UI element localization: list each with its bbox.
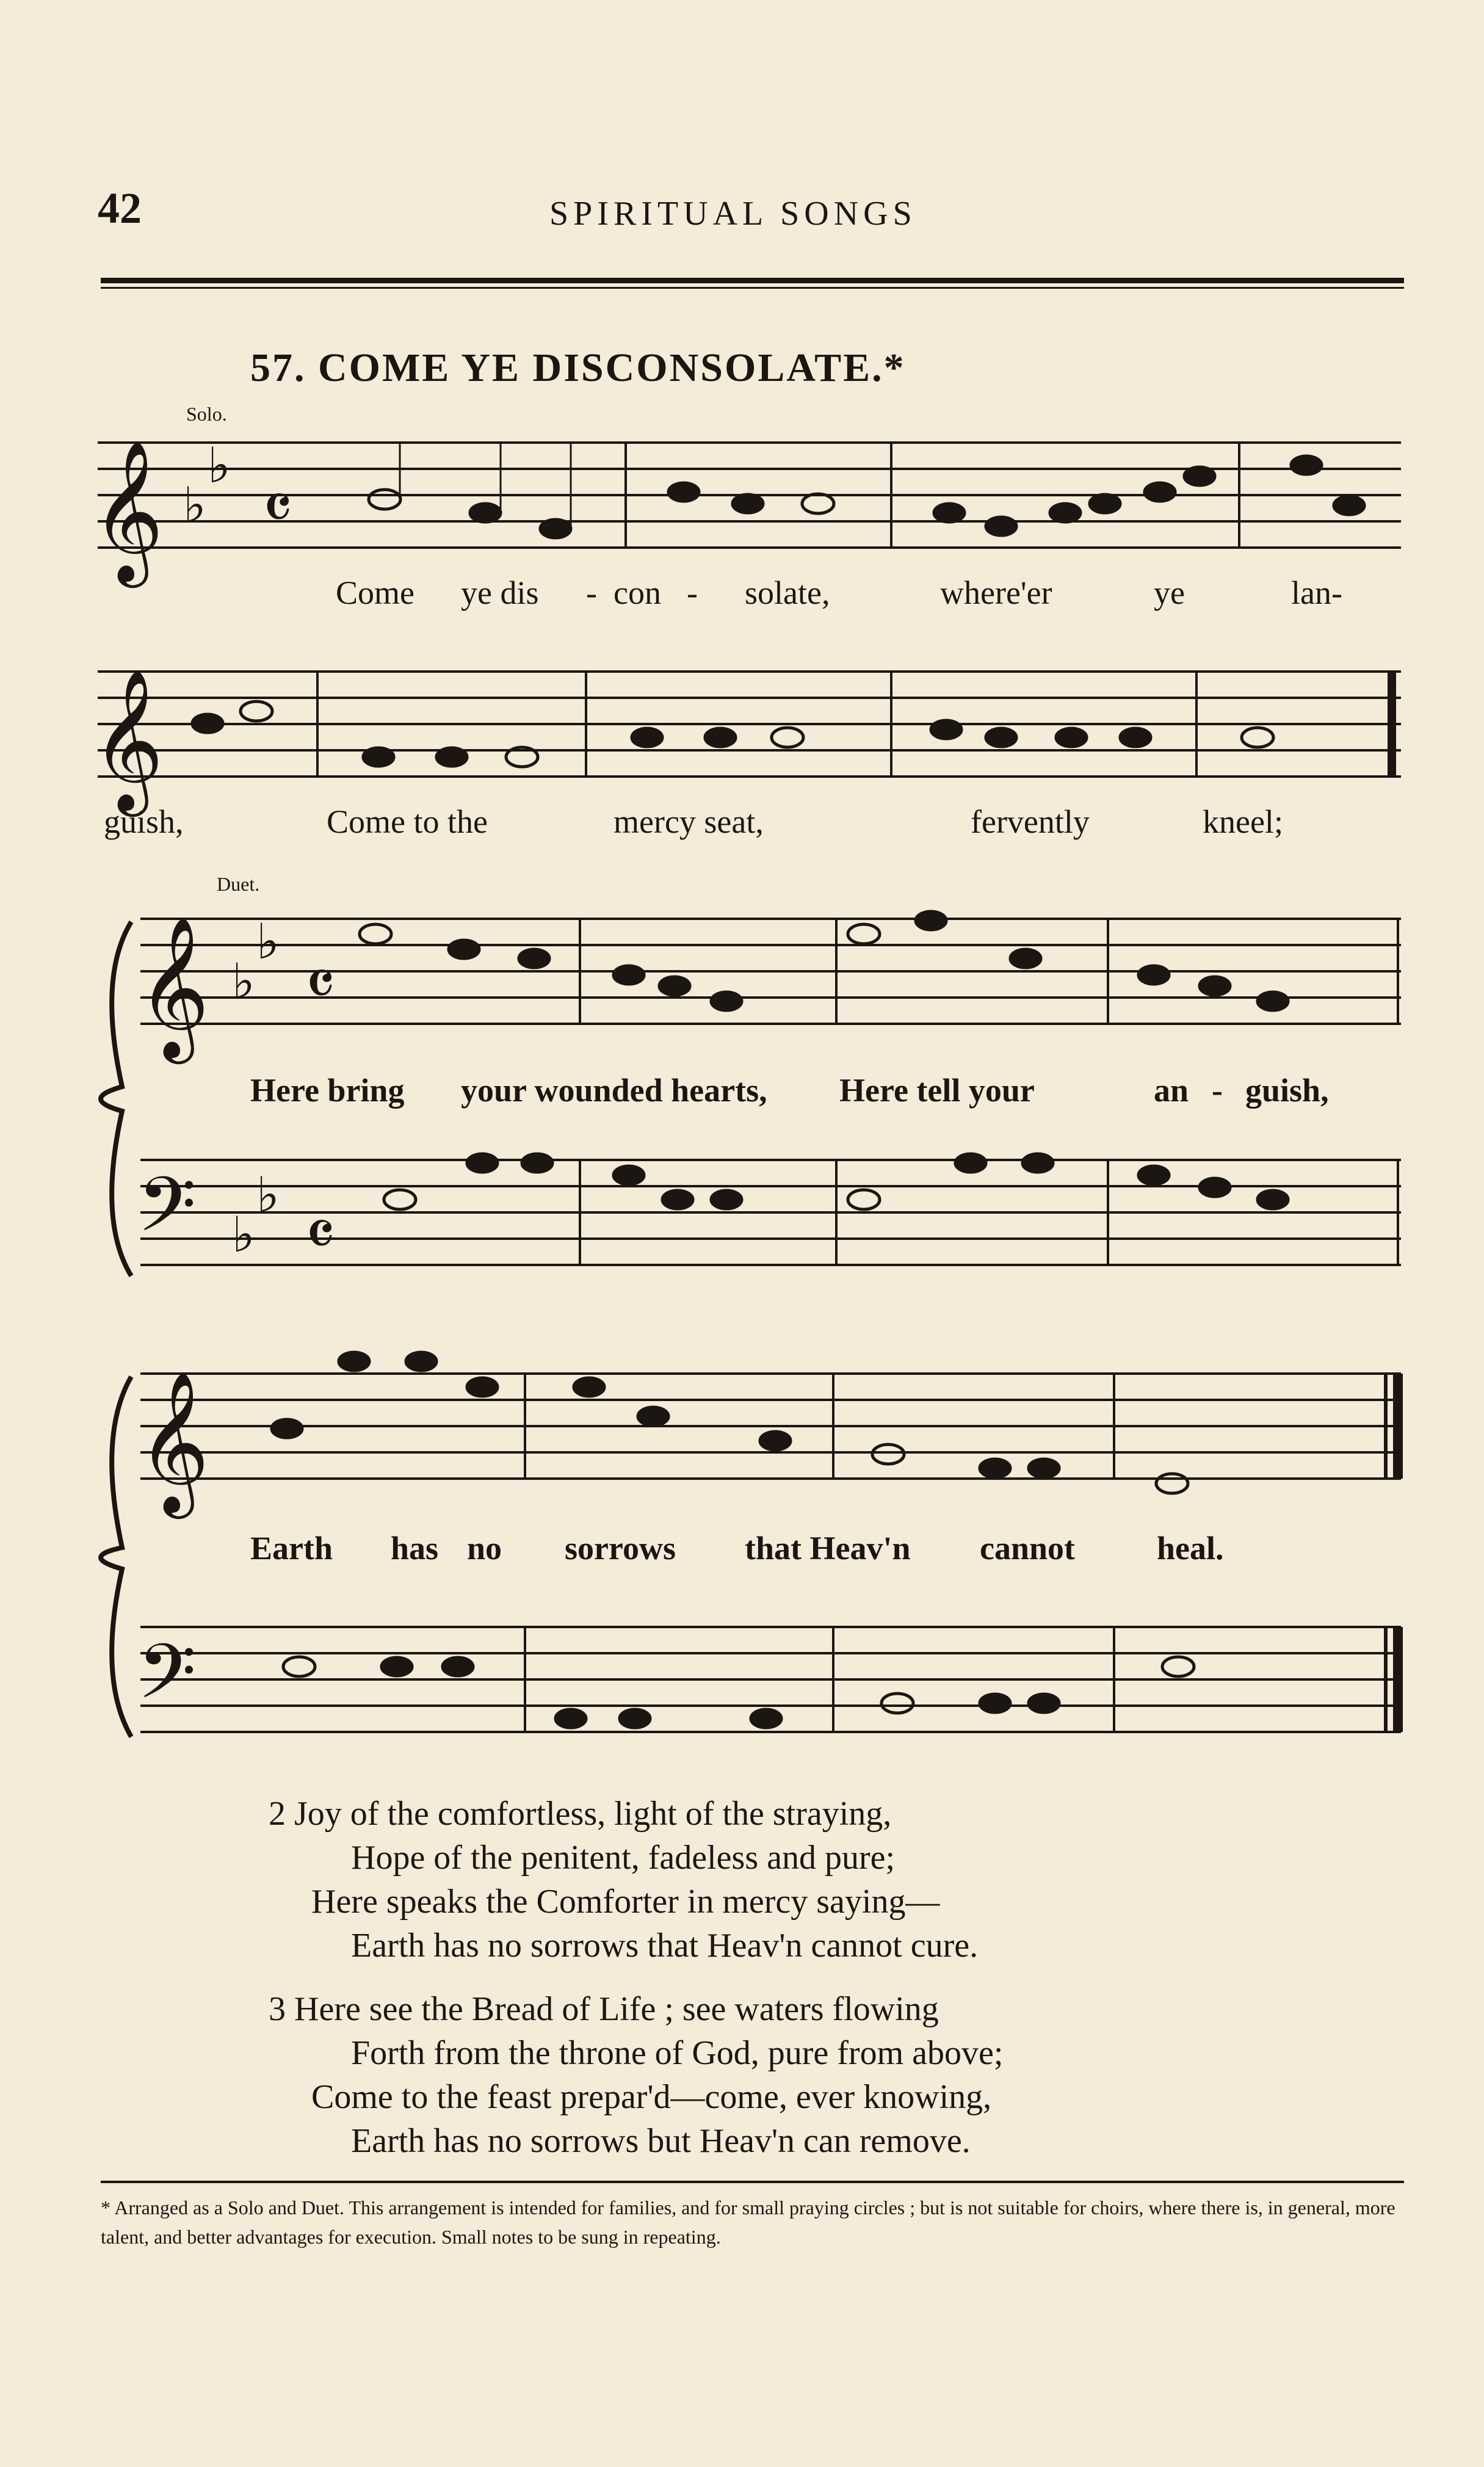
hymn-title: 57. COME YE DISCONSOLATE.* bbox=[250, 346, 906, 390]
svg-text:𝄴: 𝄴 bbox=[305, 945, 336, 1023]
lyric-word: Earth bbox=[250, 1530, 333, 1567]
duet-label: Duet. bbox=[217, 873, 260, 895]
verse-line: Come to the feast prepar'd—come, ever knowing, bbox=[311, 2078, 992, 2116]
lyric-word: ye dis bbox=[461, 574, 539, 611]
lyric-word: Here bring bbox=[250, 1072, 405, 1109]
svg-text:𝄴: 𝄴 bbox=[305, 1195, 336, 1273]
lyric-word: solate, bbox=[745, 574, 830, 611]
footnote: * Arranged as a Solo and Duet. This arrangement is intended for families, and for small praying circles ; but is not suitable for choirs, where there is, in general, more talent, and better advantages for execution. Small notes to be sung in repeating. bbox=[101, 2197, 1395, 2248]
lyric-word: Come bbox=[336, 574, 414, 611]
page-number: 42 bbox=[98, 184, 142, 233]
lyric-word: your wounded hearts, bbox=[461, 1072, 767, 1109]
brace-system-4 bbox=[101, 1377, 131, 1737]
lyric-word: Here tell your bbox=[839, 1072, 1035, 1109]
lyric-word: that Heav'n bbox=[745, 1530, 911, 1567]
footnote-rule bbox=[101, 2181, 1404, 2183]
bass-clef-icon: 𝄢 bbox=[137, 1628, 197, 1734]
treble-clef-icon: 𝄞 bbox=[92, 440, 164, 582]
lyric-word: kneel; bbox=[1203, 803, 1283, 840]
lyric-word: mercy seat, bbox=[614, 803, 764, 840]
lyric-word: lan- bbox=[1291, 574, 1342, 611]
verse-line: Earth has no sorrows that Heav'n cannot cure. bbox=[351, 1927, 979, 1965]
staff-system-2 bbox=[98, 672, 1401, 777]
svg-text:♭: ♭ bbox=[256, 1167, 280, 1223]
lyric-word: cannot bbox=[980, 1530, 1076, 1567]
lyric-word: has bbox=[391, 1530, 439, 1567]
lyric-word: heal. bbox=[1157, 1530, 1224, 1567]
lyric-word: con bbox=[614, 574, 661, 611]
staff-system-4-treble bbox=[140, 1374, 1401, 1479]
svg-text:♭: ♭ bbox=[256, 913, 280, 970]
svg-text:♭: ♭ bbox=[183, 477, 206, 534]
verse-number: 2 bbox=[269, 1795, 286, 1833]
lyric-word: an bbox=[1154, 1072, 1189, 1109]
treble-clef-icon: 𝄞 bbox=[137, 1371, 210, 1513]
lyric-word: - bbox=[586, 574, 597, 611]
lyric-word: sorrows bbox=[565, 1530, 676, 1567]
svg-text:♭: ♭ bbox=[232, 1206, 255, 1263]
svg-text:♭: ♭ bbox=[232, 953, 255, 1010]
lyric-word: guish, bbox=[1245, 1072, 1329, 1109]
treble-clef-icon: 𝄞 bbox=[92, 668, 164, 811]
bass-clef-icon: 𝄢 bbox=[137, 1161, 197, 1267]
verse-line: Forth from the throne of God, pure from above; bbox=[351, 2034, 1004, 2072]
verse-number: 3 bbox=[269, 1990, 286, 2028]
running-head: SPIRITUAL SONGS bbox=[549, 195, 917, 233]
lyric-word: where'er bbox=[940, 574, 1052, 611]
lyric-word: - bbox=[687, 574, 698, 611]
verse-line: 3 Here see the Bread of Life ; see waters flowing bbox=[269, 1990, 939, 2028]
verse-3 bbox=[269, 1987, 1003, 2163]
lyric-word: - bbox=[1212, 1072, 1223, 1109]
verse-line: 2 Joy of the comfortless, light of the straying, bbox=[269, 1795, 892, 1833]
lyric-word: Come to the bbox=[327, 803, 488, 840]
verse-line: Here speaks the Comforter in mercy saying— bbox=[311, 1883, 940, 1921]
verse-2 bbox=[269, 1792, 978, 1968]
lyric-word: guish, bbox=[104, 803, 184, 840]
verse-line: Hope of the penitent, fadeless and pure; bbox=[351, 1839, 896, 1877]
lyric-word: ye bbox=[1154, 574, 1185, 611]
treble-clef-icon: 𝄞 bbox=[137, 916, 210, 1058]
svg-text:♭: ♭ bbox=[208, 437, 231, 494]
brace-system-3 bbox=[101, 922, 131, 1276]
verse-line: Earth has no sorrows but Heav'n can remove. bbox=[351, 2122, 971, 2160]
lyric-word: fervently bbox=[971, 803, 1090, 840]
svg-text:𝄴: 𝄴 bbox=[262, 469, 293, 547]
lyric-word: no bbox=[467, 1530, 502, 1567]
solo-label: Solo. bbox=[186, 403, 227, 425]
